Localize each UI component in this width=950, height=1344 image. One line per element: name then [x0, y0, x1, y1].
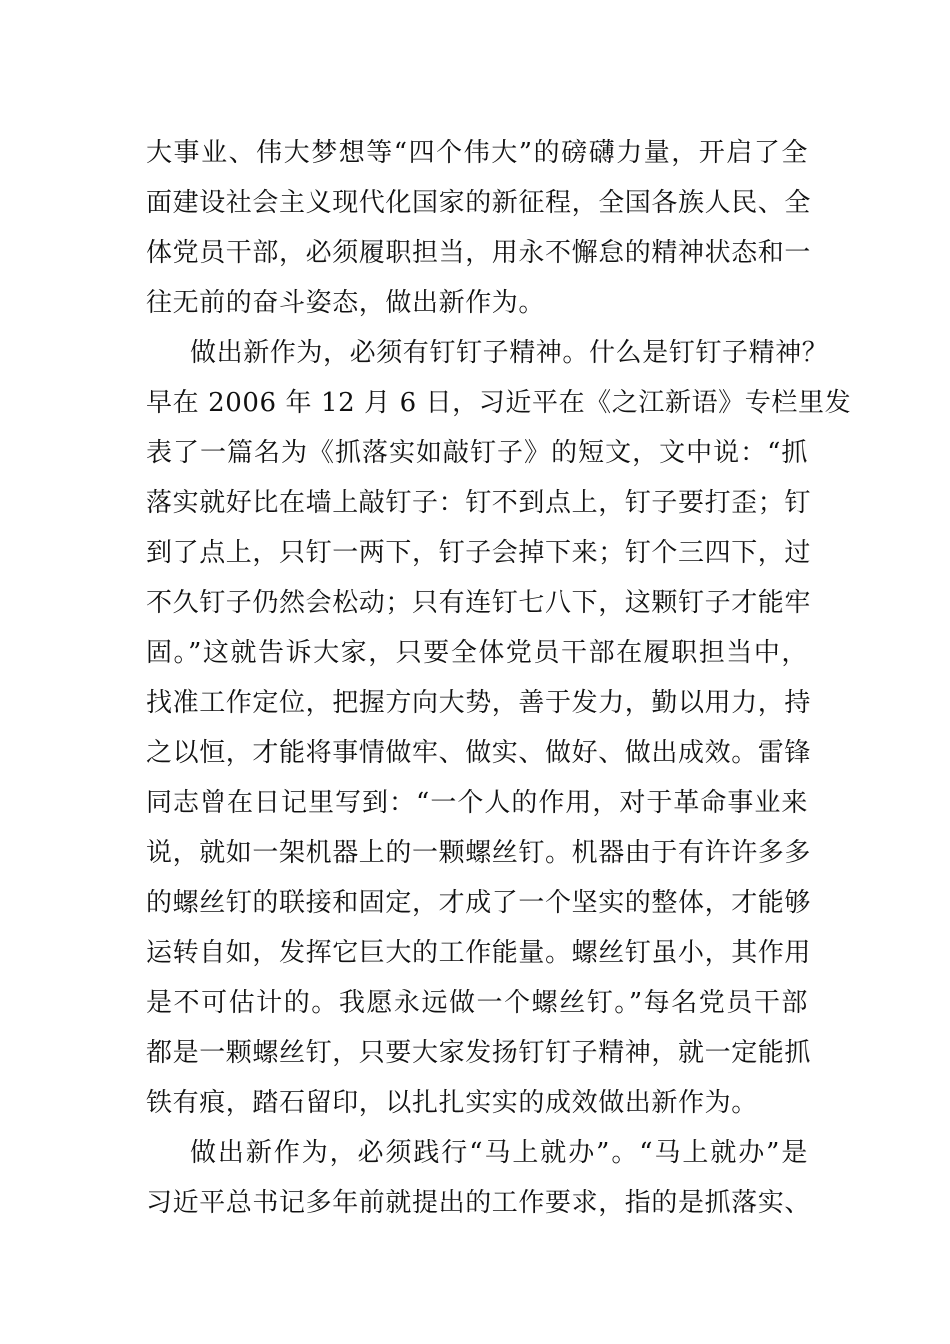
text-line: 都是一颗螺丝钉，只要大家发扬钉钉子精神，就一定能抓: [146, 1038, 812, 1068]
text-line: 同志曾在日记里写到：“一个人的作用，对于革命事业来: [146, 788, 808, 818]
text-line: 找准工作定位，把握方向大势，善于发力，勤以用力，持: [146, 688, 812, 718]
body-text: [146, 128, 852, 1228]
text-line: 铁有痕，踏石留印，以扎扎实实的成效做出新作为。: [146, 1088, 758, 1118]
text-line: 之以恒，才能将事情做牢、做实、做好、做出成效。雷锋: [146, 738, 812, 768]
text-line: 做出新作为，必须有钉钉子精神。什么是钉钉子精神？: [190, 338, 829, 368]
text-line: 是不可估计的。我愿永远做一个螺丝钉。”每名党员干部: [146, 988, 808, 1018]
text-line: 的螺丝钉的联接和固定，才成了一个坚实的整体，才能够: [146, 888, 812, 918]
text-line: 大事业、伟大梦想等“四个伟大”的磅礴力量，开启了全: [146, 138, 808, 168]
paragraph-1: [146, 128, 812, 328]
text-line: 面建设社会主义现代化国家的新征程，全国各族人民、全: [146, 188, 812, 218]
text-line: 落实就好比在墙上敲钉子：钉不到点上，钉子要打歪；钉: [146, 488, 812, 518]
text-line: 早在 2006 年 12 月 6 日，习近平在《之江新语》专栏里发: [146, 388, 852, 418]
paragraph-3: [146, 1128, 812, 1228]
text-line: 体党员干部，必须履职担当，用永不懈怠的精神状态和一: [146, 238, 812, 268]
text-line: 到了点上，只钉一两下，钉子会掉下来；钉个三四下，过: [146, 538, 812, 568]
text-line: 习近平总书记多年前就提出的工作要求，指的是抓落实、: [146, 1188, 812, 1218]
text-line: 说，就如一架机器上的一颗螺丝钉。机器由于有许许多多: [146, 838, 812, 868]
text-line: 固。”这就告诉大家，只要全体党员干部在履职担当中，: [146, 638, 808, 668]
text-line: 往无前的奋斗姿态，做出新作为。: [146, 288, 546, 318]
text-line: 不久钉子仍然会松动；只有连钉七八下，这颗钉子才能牢: [146, 588, 812, 618]
text-line: 做出新作为，必须践行“马上就办”。“马上就办”是: [190, 1138, 808, 1168]
paragraph-2: [146, 328, 852, 1128]
text-line: 表了一篇名为《抓落实如敲钉子》的短文，文中说：“抓: [146, 438, 808, 468]
text-line: 运转自如，发挥它巨大的工作能量。螺丝钉虽小，其作用: [146, 938, 812, 968]
